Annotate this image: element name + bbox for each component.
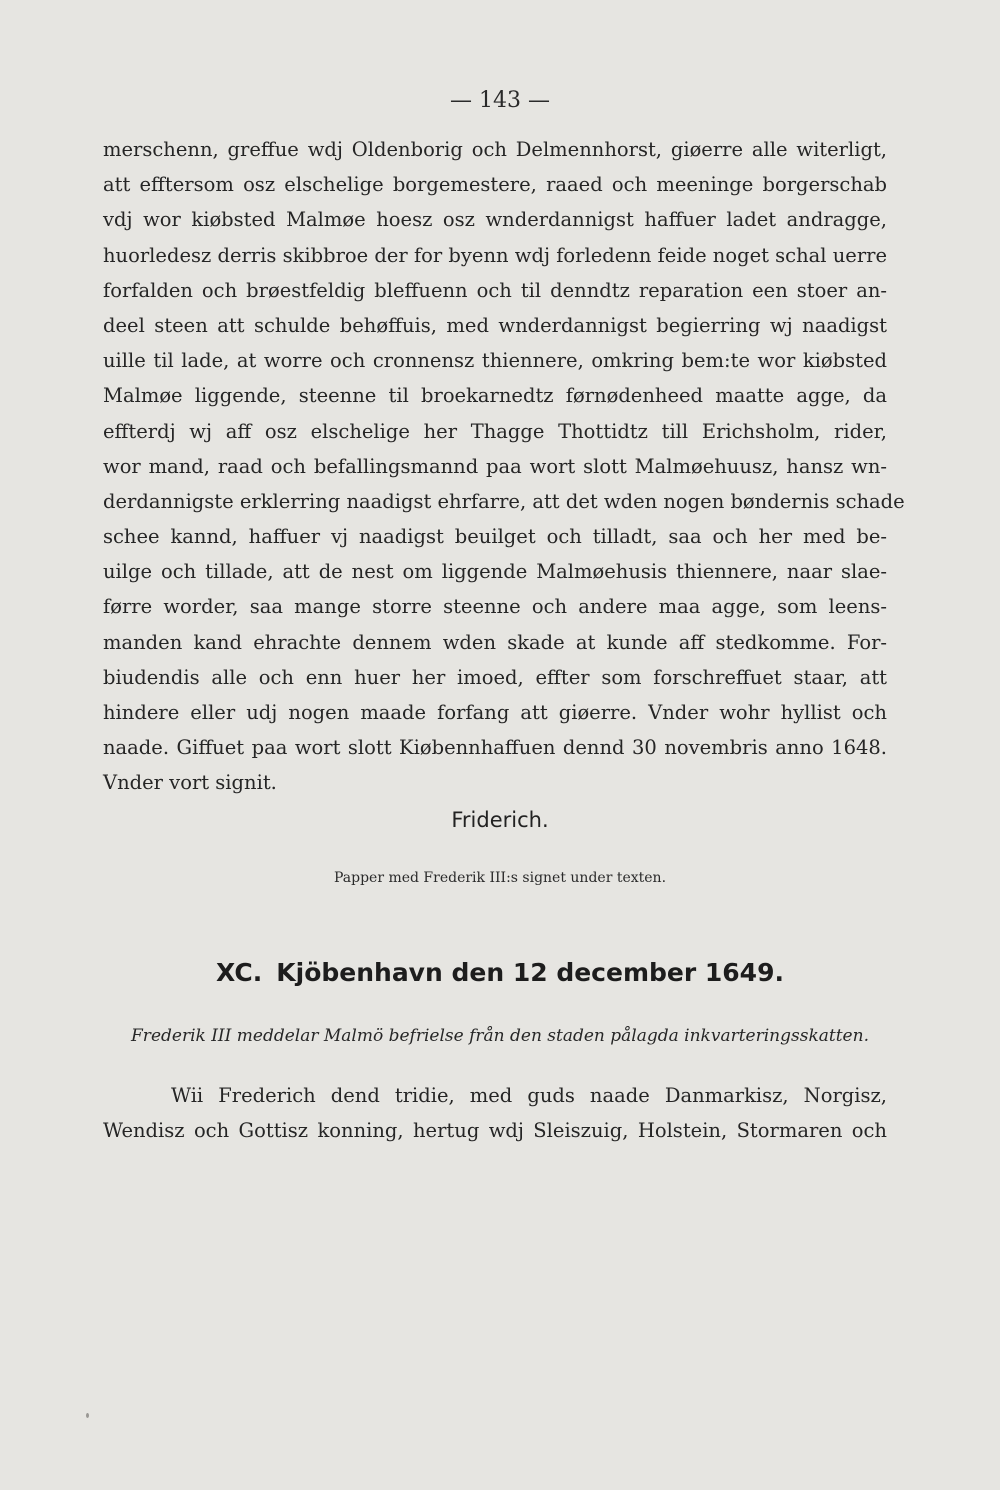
- body-line: biudendis alle och enn huer her imoed, effter som forschreffuet staar, att: [103, 665, 887, 689]
- body-line: manden kand ehrachte dennem wden skade at kunde aff stedkomme. For-: [103, 630, 887, 654]
- body-line: derdannigste erklerring naadigst ehrfarre, att det wden nogen bøndernis schade: [103, 489, 905, 513]
- body-line: hindere eller udj nogen maade forfang att giøerre. Vnder wohr hyllist och: [103, 701, 887, 724]
- section-title: Kjöbenhavn den 12 december 1649.: [276, 958, 784, 987]
- body-line: merschenn, greffue wdj Oldenborig och Delmennhorst, giøerre alle witerligt,: [103, 138, 887, 161]
- body-text: [103, 132, 905, 801]
- body-line: Vnder vort signit.: [103, 771, 277, 795]
- body-line: førre worder, saa mange storre steenne och andere maa agge, som leens-: [103, 595, 887, 619]
- body-line: deel steen att schulde behøffuis, med wnderdannigst begierring wj naadigst: [103, 313, 887, 337]
- body-line: att efftersom osz elschelige borgemestere, raaed och meeninge borgerschab: [103, 173, 887, 197]
- body-line: Malmøe liggende, steenne til broekarnedtz førnødenheed maatte agge, da: [103, 384, 887, 408]
- body-line: uilge och tillade, att de nest om liggende Malmøehusis thiennere, naar slae-: [103, 560, 887, 584]
- section-summary: Frederik III meddelar Malmö befrielse från den staden pålagda inkvarteringsskatten.: [131, 1026, 869, 1046]
- body-line: effterdj wj aff osz elschelige her Thagge Thottidtz till Erichsholm, rider,: [103, 419, 887, 443]
- body-line: schee kannd, haffuer vj naadigst beuilget och tilladt, saa och her med be-: [103, 525, 887, 549]
- body-line: huorledesz derris skibbroe der for byenn wdj forledenn feide noget schal uerre: [103, 243, 887, 267]
- page-number: — 143 —: [450, 88, 550, 113]
- body-line: Wii Frederich dend tridie, med guds naade Danmarkisz, Norgisz,: [171, 1084, 887, 1107]
- body-line: forfalden och brøestfeldig bleffuenn och til denndtz reparation een stoer an-: [103, 278, 887, 302]
- second-text: [103, 1078, 887, 1148]
- body-line: wor mand, raad och befallingsmannd paa wort slott Malmøehuusz, hansz wn-: [103, 454, 887, 478]
- body-line: Wendisz och Gottisz konning, hertug wdj Sleiszuig, Holstein, Stormaren och: [103, 1119, 887, 1143]
- body-line: uille til lade, at worre och cronnensz thiennere, omkring bem:te wor kiøbsted: [103, 349, 887, 373]
- paper-speck: [86, 1413, 89, 1418]
- body-line: naade. Giffuet paa wort slott Kiøbennhaffuen dennd 30 novembris anno 1648.: [103, 736, 887, 760]
- section-heading: [0, 958, 1000, 987]
- signature: Friderich.: [451, 808, 549, 832]
- section-number: XC.: [216, 958, 263, 987]
- body-line: vdj wor kiøbsted Malmøe hoesz osz wnderdannigst haffuer ladet andragge,: [103, 208, 887, 232]
- source-note: Papper med Frederik III:s signet under texten.: [333, 870, 667, 886]
